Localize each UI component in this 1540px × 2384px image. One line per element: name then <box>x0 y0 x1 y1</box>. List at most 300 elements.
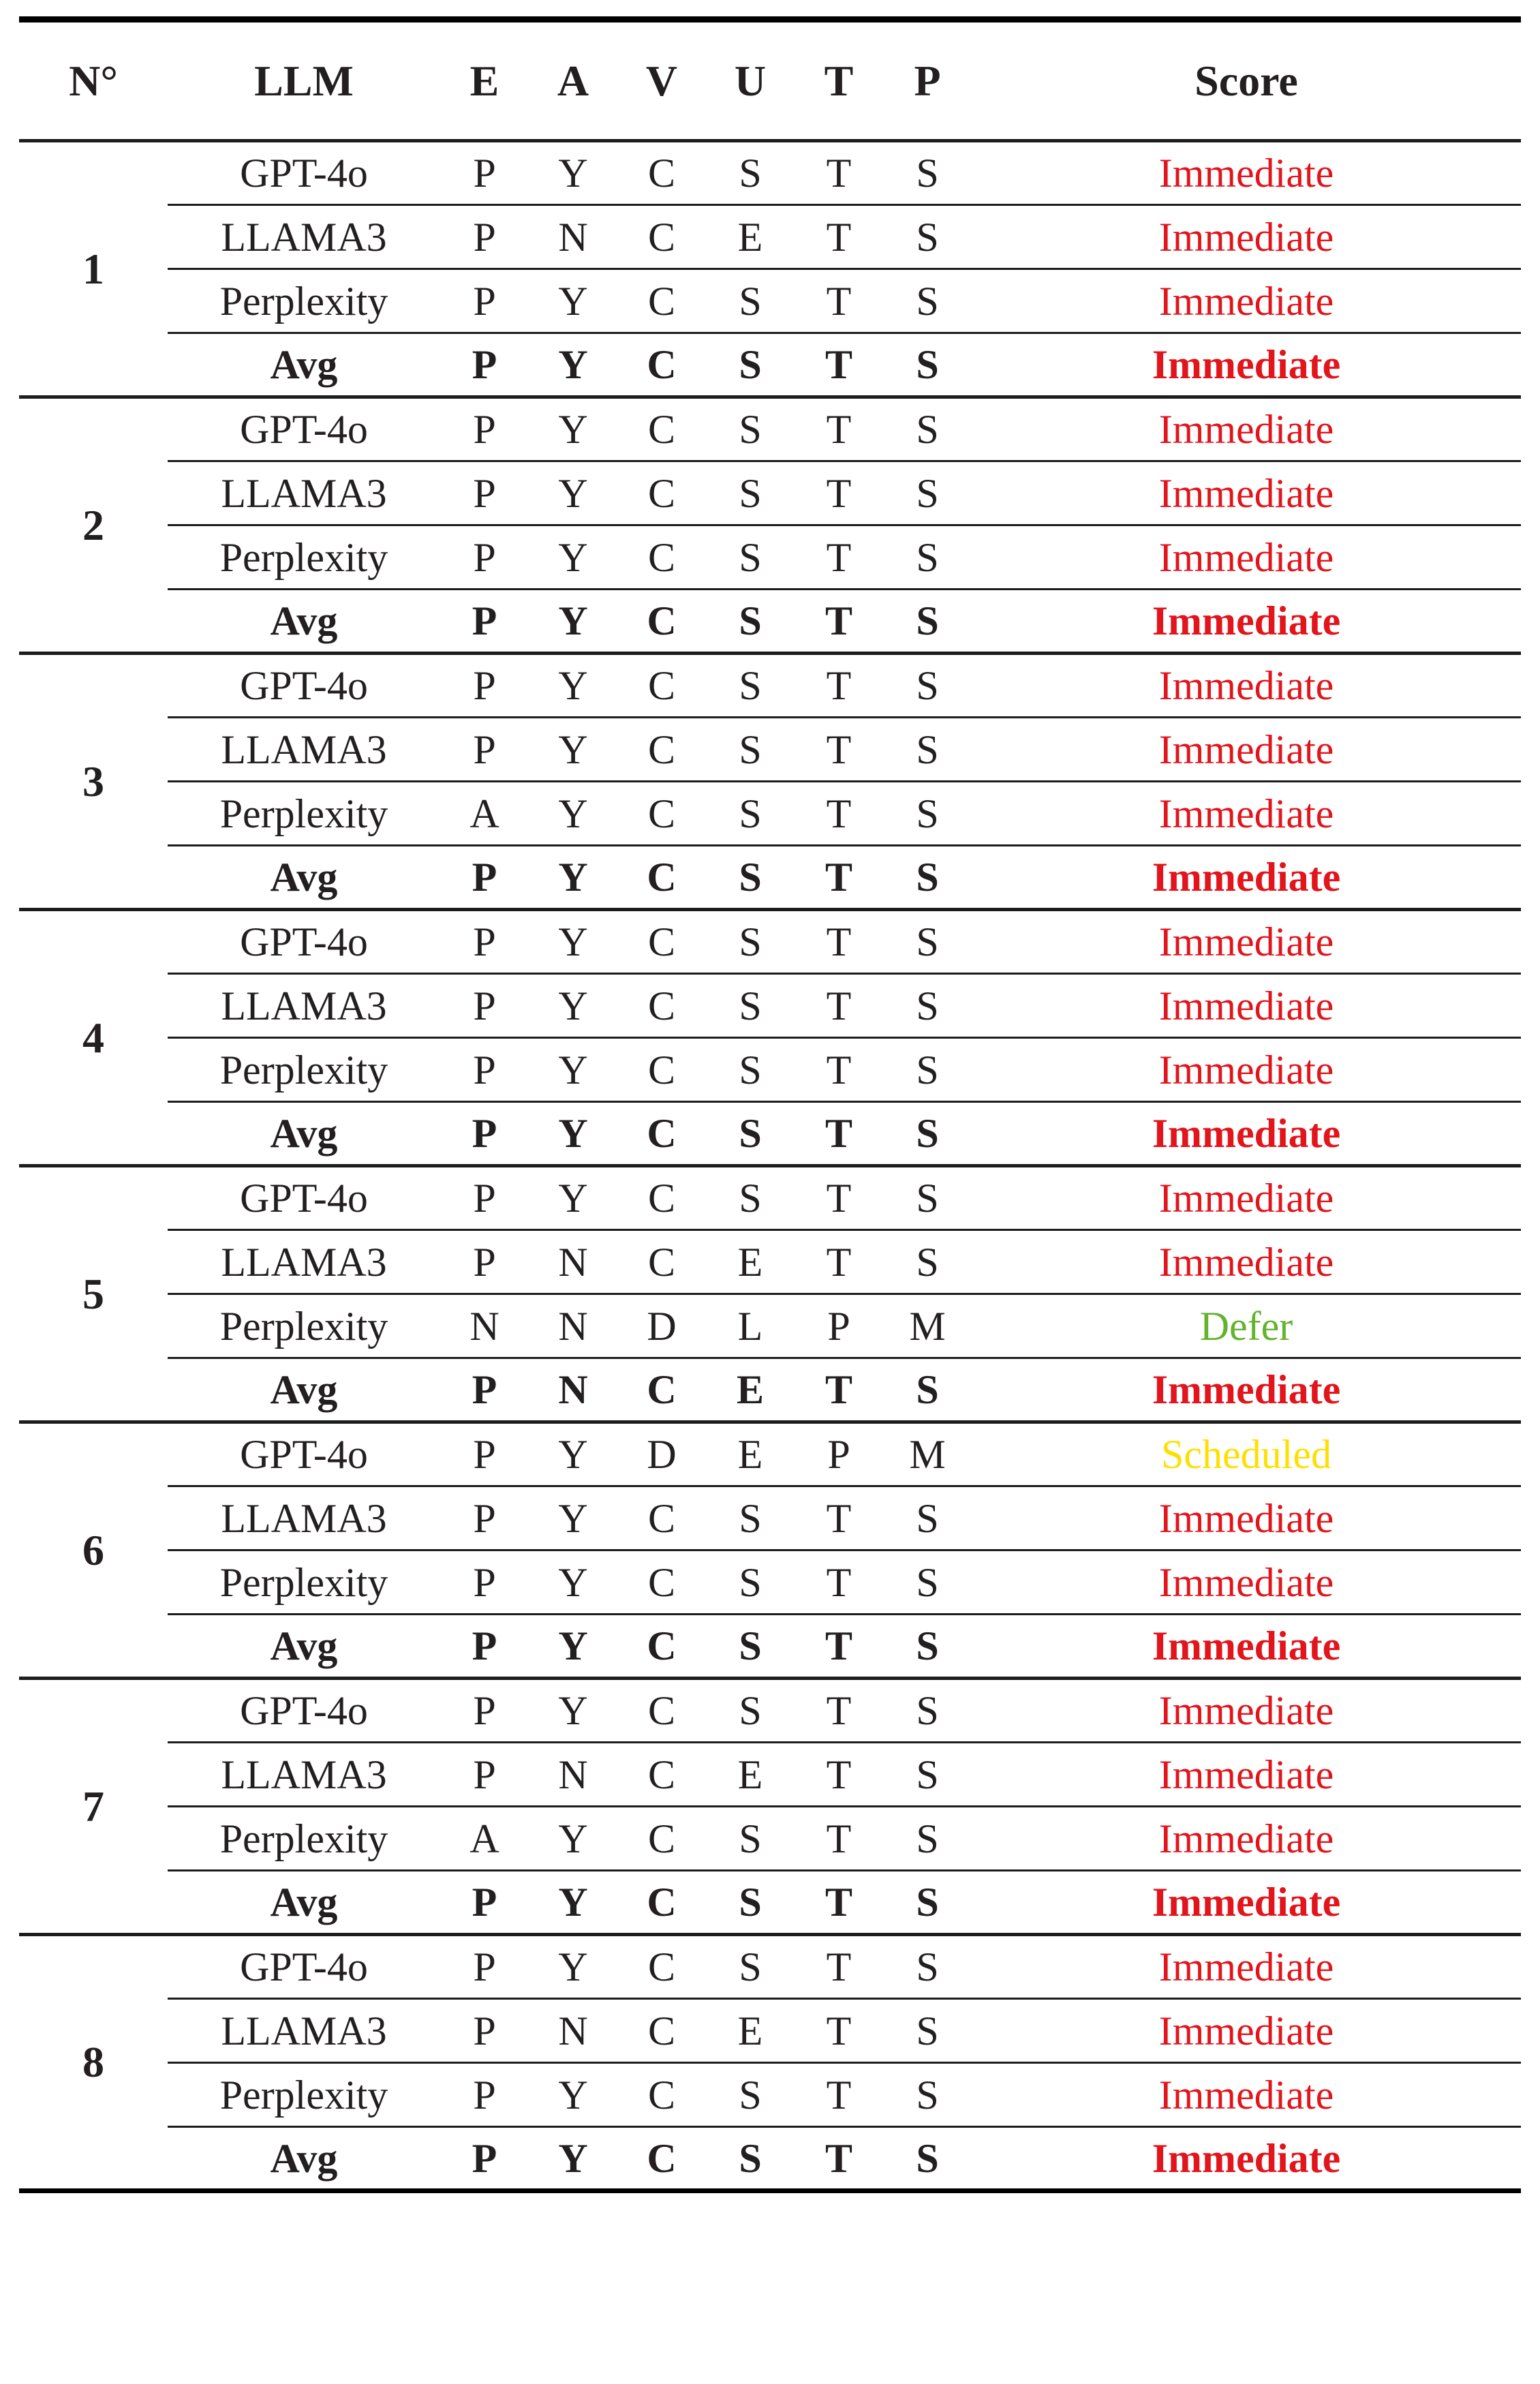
metric-cell-u: E <box>706 1230 795 1294</box>
metric-cell-e: P <box>440 846 529 910</box>
table-row <box>19 525 1521 590</box>
score-cell: Immediate <box>972 525 1521 590</box>
metric-cell-a: Y <box>529 846 617 910</box>
metric-cell-u: S <box>706 461 795 525</box>
metric-cell-v: C <box>617 1550 706 1615</box>
llm-name-cell: Perplexity <box>168 1294 440 1358</box>
metric-cell-u: S <box>706 1871 795 1935</box>
group-number: 3 <box>19 654 168 910</box>
metric-cell-t: T <box>795 1166 883 1230</box>
group-number: 2 <box>19 397 168 654</box>
metric-cell-p: S <box>883 1102 972 1166</box>
metric-cell-a: Y <box>529 1102 617 1166</box>
table-row <box>19 1102 1521 1166</box>
metric-cell-a: Y <box>529 654 617 718</box>
metric-cell-a: Y <box>529 1550 617 1615</box>
metric-cell-u: S <box>706 590 795 654</box>
metric-cell-a: N <box>529 1294 617 1358</box>
score-cell: Immediate <box>972 1615 1521 1679</box>
table-row <box>19 1486 1521 1550</box>
metric-cell-e: P <box>440 525 529 590</box>
group-number: 7 <box>19 1679 168 1935</box>
metric-cell-a: Y <box>529 1422 617 1486</box>
llm-name-cell: Perplexity <box>168 1807 440 1871</box>
table-row <box>19 2127 1521 2191</box>
score-cell: Immediate <box>972 1679 1521 1743</box>
metric-cell-t: T <box>795 205 883 269</box>
metric-cell-t: P <box>795 1422 883 1486</box>
metric-cell-t: T <box>795 1871 883 1935</box>
table-row <box>19 782 1521 846</box>
metric-cell-p: S <box>883 269 972 333</box>
llm-name-cell: GPT-4o <box>168 654 440 718</box>
metric-cell-t: T <box>795 1486 883 1550</box>
metric-cell-a: N <box>529 1743 617 1807</box>
metric-cell-a: Y <box>529 1935 617 1999</box>
metric-cell-v: C <box>617 1358 706 1422</box>
score-cell: Immediate <box>972 2063 1521 2127</box>
metric-cell-p: S <box>883 397 972 461</box>
metric-cell-t: P <box>795 1294 883 1358</box>
score-cell: Immediate <box>972 1166 1521 1230</box>
llm-name-cell: Perplexity <box>168 2063 440 2127</box>
score-cell: Immediate <box>972 1038 1521 1102</box>
header-row <box>19 20 1521 141</box>
metric-cell-p: S <box>883 1038 972 1102</box>
metric-cell-v: C <box>617 974 706 1038</box>
metric-cell-e: P <box>440 333 529 397</box>
metric-cell-u: E <box>706 1422 795 1486</box>
metric-cell-v: C <box>617 525 706 590</box>
table-row <box>19 974 1521 1038</box>
table-row <box>19 654 1521 718</box>
llm-name-cell: Perplexity <box>168 1550 440 1615</box>
metric-cell-v: C <box>617 333 706 397</box>
llm-triage-results-table <box>19 16 1521 2193</box>
metric-cell-t: T <box>795 2127 883 2191</box>
metric-cell-e: P <box>440 1871 529 1935</box>
metric-cell-v: C <box>617 1871 706 1935</box>
metric-cell-e: P <box>440 1615 529 1679</box>
metric-cell-v: C <box>617 141 706 205</box>
table-row <box>19 1230 1521 1294</box>
llm-name-cell: LLAMA3 <box>168 1743 440 1807</box>
llm-name-cell: GPT-4o <box>168 1422 440 1486</box>
metric-cell-t: T <box>795 1679 883 1743</box>
score-cell: Immediate <box>972 974 1521 1038</box>
metric-cell-p: S <box>883 141 972 205</box>
table-row <box>19 1935 1521 1999</box>
metric-cell-u: S <box>706 2127 795 2191</box>
metric-cell-a: Y <box>529 141 617 205</box>
metric-cell-v: C <box>617 718 706 782</box>
table-row <box>19 590 1521 654</box>
metric-cell-t: T <box>795 1550 883 1615</box>
metric-cell-a: Y <box>529 269 617 333</box>
metric-cell-v: C <box>617 1230 706 1294</box>
metric-cell-p: S <box>883 910 972 974</box>
score-cell: Immediate <box>972 333 1521 397</box>
metric-cell-u: S <box>706 974 795 1038</box>
metric-cell-p: M <box>883 1294 972 1358</box>
metric-cell-e: P <box>440 205 529 269</box>
metric-cell-a: Y <box>529 1166 617 1230</box>
metric-cell-u: S <box>706 718 795 782</box>
score-cell: Immediate <box>972 846 1521 910</box>
metric-cell-u: E <box>706 1743 795 1807</box>
table-row <box>19 1807 1521 1871</box>
score-cell: Immediate <box>972 1807 1521 1871</box>
metric-cell-e: P <box>440 1743 529 1807</box>
metric-cell-u: S <box>706 269 795 333</box>
table-row <box>19 846 1521 910</box>
metric-cell-t: T <box>795 1743 883 1807</box>
metric-cell-p: S <box>883 782 972 846</box>
metric-cell-t: T <box>795 974 883 1038</box>
metric-cell-a: Y <box>529 1615 617 1679</box>
table-row <box>19 1358 1521 1422</box>
metric-cell-e: P <box>440 718 529 782</box>
metric-cell-v: C <box>617 1679 706 1743</box>
metric-cell-t: T <box>795 718 883 782</box>
metric-cell-t: T <box>795 1230 883 1294</box>
metric-cell-v: D <box>617 1294 706 1358</box>
metric-cell-p: S <box>883 1358 972 1422</box>
metric-cell-a: Y <box>529 461 617 525</box>
metric-cell-e: A <box>440 1807 529 1871</box>
metric-cell-e: P <box>440 1038 529 1102</box>
score-cell: Immediate <box>972 590 1521 654</box>
llm-name-cell: GPT-4o <box>168 910 440 974</box>
metric-cell-v: C <box>617 205 706 269</box>
metric-cell-t: T <box>795 782 883 846</box>
table-body <box>19 141 1521 2191</box>
metric-cell-p: S <box>883 1935 972 1999</box>
table-row <box>19 1743 1521 1807</box>
metric-cell-t: T <box>795 525 883 590</box>
column-header-t: T <box>795 20 883 141</box>
metric-cell-a: Y <box>529 782 617 846</box>
llm-name-cell: Avg <box>168 333 440 397</box>
table-row <box>19 1422 1521 1486</box>
llm-name-cell: Perplexity <box>168 782 440 846</box>
score-cell: Immediate <box>972 1102 1521 1166</box>
metric-cell-a: Y <box>529 1486 617 1550</box>
metric-cell-e: P <box>440 269 529 333</box>
score-cell: Immediate <box>972 1999 1521 2063</box>
score-cell: Immediate <box>972 1486 1521 1550</box>
metric-cell-e: P <box>440 2063 529 2127</box>
metric-cell-t: T <box>795 1615 883 1679</box>
metric-cell-e: N <box>440 1294 529 1358</box>
metric-cell-e: P <box>440 1166 529 1230</box>
metric-cell-a: Y <box>529 1038 617 1102</box>
metric-cell-p: S <box>883 1743 972 1807</box>
metric-cell-p: S <box>883 1679 972 1743</box>
score-cell: Immediate <box>972 397 1521 461</box>
metric-cell-p: S <box>883 2063 972 2127</box>
metric-cell-v: C <box>617 2127 706 2191</box>
score-cell: Immediate <box>972 718 1521 782</box>
metric-cell-e: P <box>440 1486 529 1550</box>
metric-cell-u: L <box>706 1294 795 1358</box>
metric-cell-v: C <box>617 397 706 461</box>
metric-cell-t: T <box>795 2063 883 2127</box>
llm-name-cell: GPT-4o <box>168 141 440 205</box>
metric-cell-u: S <box>706 333 795 397</box>
metric-cell-a: Y <box>529 1807 617 1871</box>
table-row <box>19 461 1521 525</box>
table-row <box>19 1615 1521 1679</box>
metric-cell-p: S <box>883 1807 972 1871</box>
group-number: 6 <box>19 1422 168 1679</box>
metric-cell-t: T <box>795 590 883 654</box>
metric-cell-u: S <box>706 654 795 718</box>
score-cell: Immediate <box>972 1871 1521 1935</box>
metric-cell-u: E <box>706 1358 795 1422</box>
score-cell: Immediate <box>972 910 1521 974</box>
metric-cell-v: C <box>617 1935 706 1999</box>
metric-cell-t: T <box>795 846 883 910</box>
metric-cell-v: C <box>617 1102 706 1166</box>
metric-cell-v: C <box>617 782 706 846</box>
metric-cell-p: S <box>883 1166 972 1230</box>
metric-cell-t: T <box>795 333 883 397</box>
llm-name-cell: LLAMA3 <box>168 205 440 269</box>
metric-cell-a: Y <box>529 974 617 1038</box>
metric-cell-p: S <box>883 333 972 397</box>
metric-cell-v: C <box>617 910 706 974</box>
metric-cell-u: S <box>706 1615 795 1679</box>
metric-cell-u: S <box>706 1486 795 1550</box>
metric-cell-u: E <box>706 205 795 269</box>
llm-name-cell: GPT-4o <box>168 397 440 461</box>
llm-name-cell: Perplexity <box>168 1038 440 1102</box>
column-header-e: E <box>440 20 529 141</box>
metric-cell-a: Y <box>529 1871 617 1935</box>
metric-cell-u: S <box>706 1679 795 1743</box>
metric-cell-p: S <box>883 205 972 269</box>
metric-cell-a: Y <box>529 333 617 397</box>
metric-cell-e: P <box>440 141 529 205</box>
metric-cell-v: C <box>617 1615 706 1679</box>
column-header-a: A <box>529 20 617 141</box>
metric-cell-a: N <box>529 1999 617 2063</box>
metric-cell-e: P <box>440 910 529 974</box>
metric-cell-u: S <box>706 1935 795 1999</box>
score-cell: Immediate <box>972 2127 1521 2191</box>
metric-cell-u: S <box>706 397 795 461</box>
score-cell: Immediate <box>972 1550 1521 1615</box>
llm-name-cell: Avg <box>168 1615 440 1679</box>
metric-cell-t: T <box>795 1807 883 1871</box>
metric-cell-p: S <box>883 1486 972 1550</box>
metric-cell-t: T <box>795 1038 883 1102</box>
metric-cell-e: P <box>440 1102 529 1166</box>
metric-cell-e: P <box>440 1422 529 1486</box>
llm-name-cell: GPT-4o <box>168 1935 440 1999</box>
metric-cell-e: P <box>440 397 529 461</box>
score-cell: Immediate <box>972 205 1521 269</box>
metric-cell-p: S <box>883 590 972 654</box>
column-header-v: V <box>617 20 706 141</box>
metric-cell-a: N <box>529 1358 617 1422</box>
llm-name-cell: Avg <box>168 590 440 654</box>
metric-cell-a: Y <box>529 718 617 782</box>
score-cell: Immediate <box>972 1743 1521 1807</box>
metric-cell-p: S <box>883 461 972 525</box>
metric-cell-u: S <box>706 910 795 974</box>
metric-cell-t: T <box>795 1102 883 1166</box>
llm-name-cell: LLAMA3 <box>168 461 440 525</box>
metric-cell-t: T <box>795 1358 883 1422</box>
llm-name-cell: Avg <box>168 1358 440 1422</box>
llm-name-cell: Avg <box>168 1102 440 1166</box>
metric-cell-u: S <box>706 2063 795 2127</box>
metric-cell-v: C <box>617 1038 706 1102</box>
metric-cell-a: N <box>529 205 617 269</box>
table-row <box>19 205 1521 269</box>
llm-name-cell: Avg <box>168 1871 440 1935</box>
llm-name-cell: Avg <box>168 2127 440 2191</box>
table-row <box>19 1679 1521 1743</box>
group-number: 4 <box>19 910 168 1166</box>
table-row <box>19 333 1521 397</box>
score-cell: Immediate <box>972 141 1521 205</box>
metric-cell-e: P <box>440 974 529 1038</box>
metric-cell-e: P <box>440 1550 529 1615</box>
metric-cell-u: S <box>706 1807 795 1871</box>
metric-cell-v: C <box>617 2063 706 2127</box>
metric-cell-p: S <box>883 1615 972 1679</box>
metric-cell-t: T <box>795 1935 883 1999</box>
table-row <box>19 1038 1521 1102</box>
group-number: 5 <box>19 1166 168 1422</box>
metric-cell-e: P <box>440 1230 529 1294</box>
llm-name-cell: LLAMA3 <box>168 1230 440 1294</box>
metric-cell-a: Y <box>529 590 617 654</box>
metric-cell-e: P <box>440 461 529 525</box>
score-cell: Immediate <box>972 1230 1521 1294</box>
column-header-u: U <box>706 20 795 141</box>
metric-cell-v: C <box>617 654 706 718</box>
table-row <box>19 269 1521 333</box>
table-row <box>19 1999 1521 2063</box>
metric-cell-e: P <box>440 1999 529 2063</box>
llm-name-cell: Perplexity <box>168 525 440 590</box>
group-number: 8 <box>19 1935 168 2191</box>
metric-cell-p: S <box>883 974 972 1038</box>
metric-cell-u: S <box>706 1550 795 1615</box>
metric-cell-e: P <box>440 590 529 654</box>
column-header-llm: LLM <box>168 20 440 141</box>
score-cell: Immediate <box>972 782 1521 846</box>
column-header-number: N° <box>19 20 168 141</box>
table-row <box>19 1166 1521 1230</box>
metric-cell-e: A <box>440 782 529 846</box>
score-cell: Immediate <box>972 461 1521 525</box>
metric-cell-v: C <box>617 1166 706 1230</box>
metric-cell-t: T <box>795 654 883 718</box>
metric-cell-a: Y <box>529 910 617 974</box>
metric-cell-e: P <box>440 1935 529 1999</box>
metric-cell-u: S <box>706 1038 795 1102</box>
metric-cell-p: S <box>883 654 972 718</box>
llm-name-cell: LLAMA3 <box>168 1999 440 2063</box>
metric-cell-u: S <box>706 141 795 205</box>
metric-cell-t: T <box>795 1999 883 2063</box>
table-row <box>19 910 1521 974</box>
metric-cell-t: T <box>795 141 883 205</box>
metric-cell-t: T <box>795 910 883 974</box>
table-row <box>19 141 1521 205</box>
table-row <box>19 1550 1521 1615</box>
metric-cell-v: C <box>617 1999 706 2063</box>
metric-cell-e: P <box>440 2127 529 2191</box>
metric-cell-u: S <box>706 846 795 910</box>
table-row <box>19 718 1521 782</box>
metric-cell-a: Y <box>529 397 617 461</box>
group-number: 1 <box>19 141 168 397</box>
metric-cell-t: T <box>795 397 883 461</box>
llm-name-cell: LLAMA3 <box>168 974 440 1038</box>
metric-cell-u: S <box>706 1102 795 1166</box>
table-row <box>19 1871 1521 1935</box>
score-cell: Immediate <box>972 1935 1521 1999</box>
metric-cell-p: S <box>883 1230 972 1294</box>
score-cell: Immediate <box>972 269 1521 333</box>
metric-cell-v: C <box>617 1743 706 1807</box>
metric-cell-e: P <box>440 654 529 718</box>
metric-cell-t: T <box>795 461 883 525</box>
metric-cell-p: S <box>883 1999 972 2063</box>
table-row <box>19 2063 1521 2127</box>
score-cell: Immediate <box>972 654 1521 718</box>
metric-cell-a: N <box>529 1230 617 1294</box>
metric-cell-v: D <box>617 1422 706 1486</box>
score-cell: Immediate <box>972 1358 1521 1422</box>
metric-cell-v: C <box>617 461 706 525</box>
metric-cell-p: S <box>883 525 972 590</box>
table-row <box>19 1294 1521 1358</box>
metric-cell-p: S <box>883 2127 972 2191</box>
metric-cell-p: M <box>883 1422 972 1486</box>
metric-cell-e: P <box>440 1679 529 1743</box>
score-cell: Defer <box>972 1294 1521 1358</box>
llm-name-cell: GPT-4o <box>168 1679 440 1743</box>
metric-cell-a: Y <box>529 2063 617 2127</box>
metric-cell-v: C <box>617 269 706 333</box>
metric-cell-a: Y <box>529 1679 617 1743</box>
metric-cell-v: C <box>617 846 706 910</box>
metric-cell-v: C <box>617 590 706 654</box>
metric-cell-p: S <box>883 1550 972 1615</box>
llm-name-cell: GPT-4o <box>168 1166 440 1230</box>
metric-cell-t: T <box>795 269 883 333</box>
llm-name-cell: Avg <box>168 846 440 910</box>
llm-name-cell: Perplexity <box>168 269 440 333</box>
metric-cell-v: C <box>617 1486 706 1550</box>
metric-cell-a: Y <box>529 2127 617 2191</box>
metric-cell-u: S <box>706 782 795 846</box>
metric-cell-e: P <box>440 1358 529 1422</box>
metric-cell-u: S <box>706 1166 795 1230</box>
metric-cell-v: C <box>617 1807 706 1871</box>
metric-cell-a: Y <box>529 525 617 590</box>
metric-cell-p: S <box>883 846 972 910</box>
llm-name-cell: LLAMA3 <box>168 1486 440 1550</box>
metric-cell-u: S <box>706 525 795 590</box>
